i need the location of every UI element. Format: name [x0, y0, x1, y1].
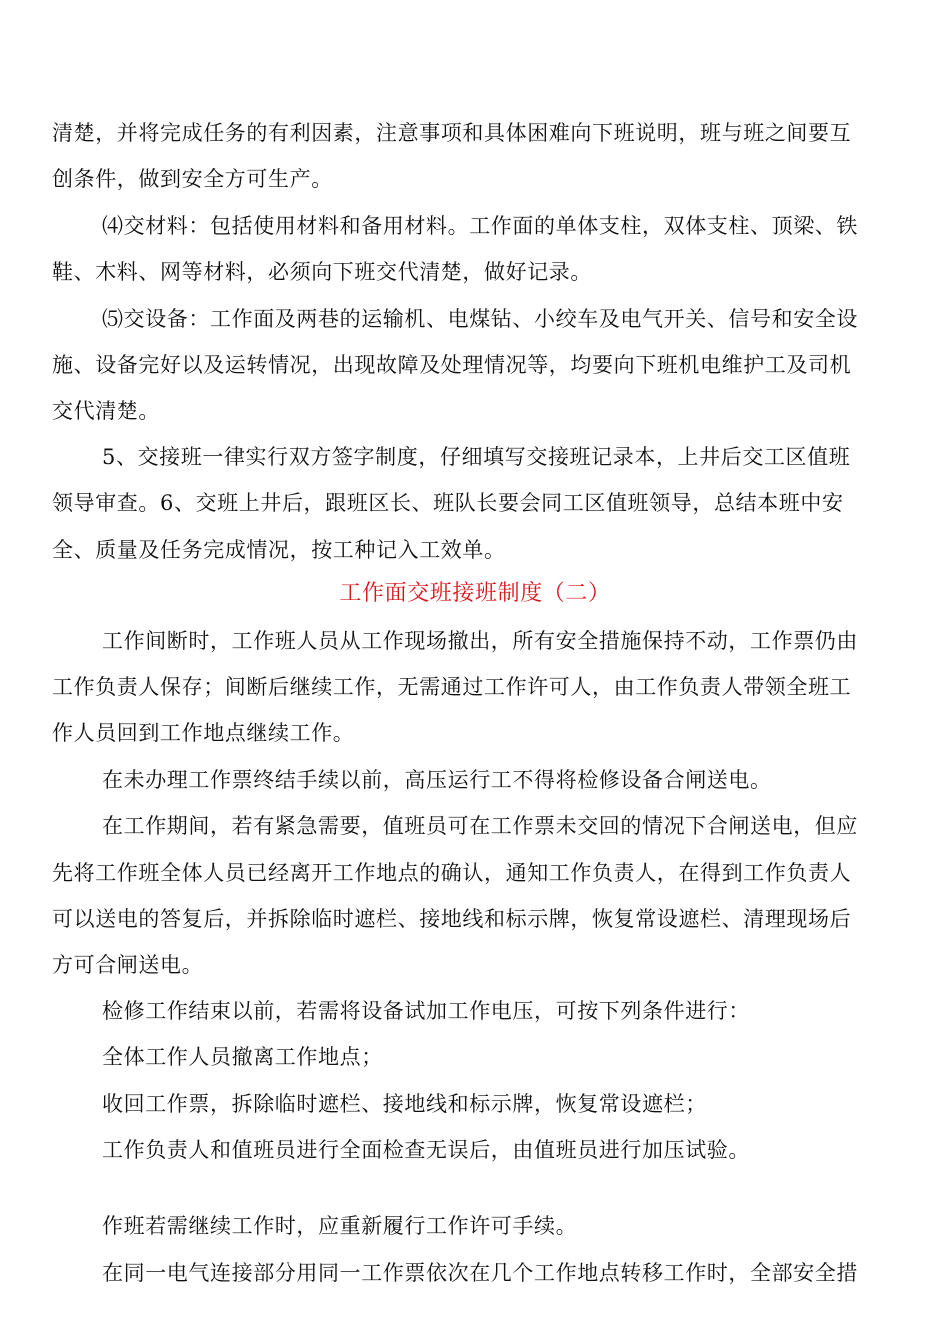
text-line: 在工作期间，若有紧急需要，值班员可在工作票未交回的情况下合闸送电，但应 [102, 814, 858, 838]
text-line: 作班若需继续工作时，应重新履行工作许可手续。 [102, 1214, 578, 1238]
text-line: 5、交接班一律实行双方签字制度，仔细填写交接班记录本，上井后交工区值班 [102, 445, 851, 469]
section-title: 工作面交班接班制度（二） [339, 581, 611, 606]
text-line: 作人员回到工作地点继续工作。 [52, 721, 355, 745]
text-line: 在同一电气连接部分用同一工作票依次在几个工作地点转移工作时，全部安全措 [102, 1261, 858, 1285]
text-line: 检修工作结束以前，若需将设备试加工作电压，可按下列条件进行： [102, 999, 750, 1023]
text-line: 创条件，做到安全方可生产。 [52, 167, 333, 191]
text-line: 全体工作人员撤离工作地点； [102, 1045, 383, 1069]
text-line: 工作间断时，工作班人员从工作现场撤出，所有安全措施保持不动，工作票仍由 [102, 629, 858, 653]
text-line: 鞋、木料、网等材料，必须向下班交代清楚，做好记录。 [52, 260, 592, 284]
text-line: 方可合闸送电。 [52, 953, 204, 977]
text-line: ⑸交设备：工作面及两巷的运输机、电煤钻、小绞车及电气开关、信号和安全设 [102, 307, 858, 331]
text-line: 工作负责人和值班员进行全面检查无误后，由值班员进行加压试验。 [102, 1138, 750, 1162]
text-line: 领导审查。6、交班上井后，跟班区长、班队长要会同工区值班领导，总结本班中安 [52, 491, 844, 515]
text-line: 先将工作班全体人员已经离开工作地点的确认，通知工作负责人，在得到工作负责人 [52, 861, 852, 885]
text-line: ⑷交材料：包括使用材料和备用材料。工作面的单体支柱，双体支柱、顶梁、铁 [102, 214, 858, 238]
text-line: 全、质量及任务完成情况，按工种记入工效单。 [52, 538, 506, 562]
text-line: 可以送电的答复后，并拆除临时遮栏、接地线和标示牌，恢复常设遮栏、清理现场后 [52, 907, 852, 931]
text-line: 收回工作票，拆除临时遮栏、接地线和标示牌，恢复常设遮栏； [102, 1092, 707, 1116]
text-line: 交代清楚。 [52, 399, 160, 423]
text-line: 工作负责人保存；间断后继续工作，无需通过工作许可人，由工作负责人带领全班工 [52, 675, 852, 699]
text-line: 施、设备完好以及运转情况，出现故障及处理情况等，均要向下班机电维护工及司机 [52, 353, 852, 377]
text-line: 在未办理工作票终结手续以前，高压运行工不得将检修设备合闸送电。 [102, 768, 772, 792]
text-line: 清楚，并将完成任务的有利因素，注意事项和具体困难向下班说明，班与班之间要互 [52, 121, 852, 145]
